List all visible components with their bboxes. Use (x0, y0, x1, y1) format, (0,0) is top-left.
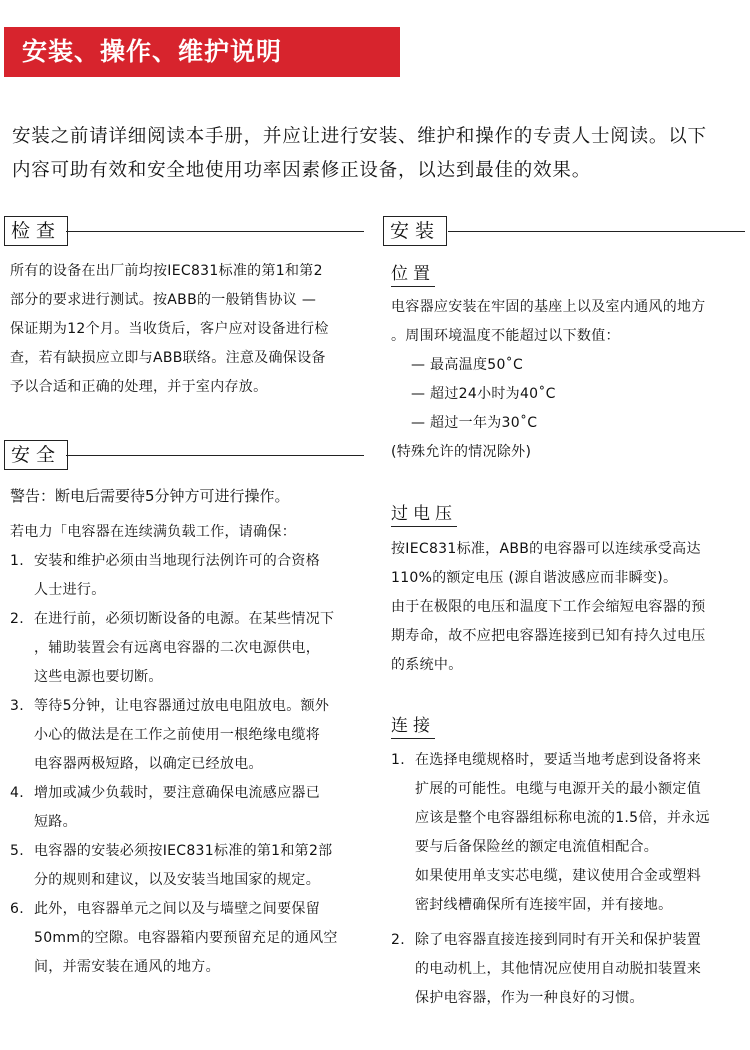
list-text: 电容器的安装必须按IEC831标准的第1和第2部 (34, 843, 333, 859)
list-number: 1. (10, 553, 24, 569)
intro-line: 内容可助有效和安全地使用功率因素修正设备，以达到最佳的效果。 (12, 160, 592, 181)
text-line: 查，若有缺损应立即与ABB联络。注意及确保设备 (10, 350, 326, 366)
text-line: 110%的额定电压 (源自谐波感应而非瞬变)。 (391, 570, 678, 586)
list-text: 增加或减少负载时，要注意确保电流感应器已 (34, 785, 320, 801)
subheading-label: 位置 (391, 264, 435, 287)
list-number: 2. (10, 611, 24, 627)
list-item (391, 926, 747, 955)
list-item (10, 895, 370, 924)
section-divider (448, 231, 745, 232)
list-text: 如果使用单支实芯电缆，建议使用合金或塑料 (415, 868, 701, 884)
text-line: 电容器应安装在牢固的基座上以及室内通风的地方 (391, 299, 706, 315)
connection-list (391, 746, 747, 1013)
limit-item: — 最高温度50˚C (411, 357, 524, 373)
list-item (10, 605, 370, 634)
limit-item: — 超过24小时为40˚C (411, 386, 556, 402)
text-line: 部分的要求进行测试。按ABB的一般销售协议 — (10, 292, 317, 308)
list-number: 6. (10, 901, 24, 917)
list-text: 短路。 (34, 814, 77, 830)
safety-lead: 若电力「电容器在连续满负载工作，请确保： (10, 524, 296, 540)
list-item (10, 837, 370, 866)
list-item (10, 692, 370, 721)
section-heading-inspection (4, 216, 364, 246)
position-text (391, 293, 747, 467)
subheading-overvoltage (391, 502, 457, 526)
list-text: 的电动机上，其他情况应使用自动脱扣装置来 (415, 961, 701, 977)
list-number: 3. (10, 698, 24, 714)
list-text: 在进行前，必须切断设备的电源。在某些情况下 (34, 611, 335, 627)
list-item (10, 547, 370, 576)
limit-item: — 超过一年为30˚C (411, 415, 538, 431)
intro-line: 安装之前请详细阅读本手册，并应让进行安装、维护和操作的专责人士阅读。以下 (12, 126, 707, 147)
list-text: 安装和维护必须由当地现行法例许可的合资格 (34, 553, 320, 569)
list-text: ，辅助装置会有远离电容器的二次电源供电， (34, 640, 320, 656)
section-divider (66, 231, 364, 232)
intro-paragraph (12, 120, 746, 188)
subheading-label: 过电压 (391, 504, 457, 527)
list-text: 电容器两极短路，以确定已经放电。 (34, 756, 263, 772)
list-item (391, 746, 747, 775)
section-heading-label: 检查 (4, 216, 68, 246)
list-text: 应该是整个电容器组标称电流的1.5倍，并永远 (415, 810, 710, 826)
list-text: 间，并需安装在通风的地方。 (34, 959, 220, 975)
overvoltage-text (391, 535, 747, 680)
list-text: 这些电源也要切断。 (34, 669, 163, 685)
section-heading-installation (383, 216, 745, 246)
list-text: 除了电容器直接连接到同时有开关和保护装置 (415, 932, 701, 948)
list-text: 50mm的空隙。电容器箱内要预留充足的通风空 (34, 930, 338, 946)
subheading-connection (391, 714, 435, 738)
list-text: 在选择电缆规格时，要适当地考虑到设备将来 (415, 752, 701, 768)
section-heading-label: 安装 (383, 216, 447, 246)
list-number: 5. (10, 843, 24, 859)
list-text: 等待5分钟，让电容器通过放电电阻放电。额外 (34, 698, 330, 714)
list-text: 密封线槽确保所有连接牢固，并有接地。 (415, 897, 673, 913)
list-text: 保护电容器，作为一种良好的习惯。 (415, 990, 644, 1006)
page-title: 安装、操作、维护说明 (4, 27, 400, 77)
list-text: 要与后备保险丝的额定电流值相配合。 (415, 839, 659, 855)
text-line: 期寿命，故不应把电容器连接到已知有持久过电压 (391, 628, 706, 644)
subheading-position (391, 262, 435, 286)
list-text: 分的规则和建议，以及安装当地国家的规定。 (34, 872, 320, 888)
list-text: 扩展的可能性。电缆与电源开关的最小额定值 (415, 781, 701, 797)
text-line: 按IEC831标准，ABB的电容器可以连续承受高达 (391, 541, 701, 557)
section-heading-safety (4, 440, 364, 470)
list-number: 4. (10, 785, 24, 801)
text-line: 的系统中。 (391, 657, 463, 673)
text-line: 由于在极限的电压和温度下工作会缩短电容器的预 (391, 599, 706, 615)
section-divider (66, 455, 364, 456)
list-text: 此外，电容器单元之间以及与墙壁之间要保留 (34, 901, 320, 917)
text-line: 予以合适和正确的处理，并于室内存放。 (10, 379, 268, 395)
list-text: 小心的做法是在工作之前使用一根绝缘电缆将 (34, 727, 320, 743)
list-number: 1. (391, 752, 405, 768)
safety-warning: 警告：断电后需要待5分钟方可进行操作。 (10, 487, 290, 505)
subheading-label: 连接 (391, 716, 435, 739)
text-line: 所有的设备在出厂前均按IEC831标准的第1和第2 (10, 263, 323, 279)
safety-list (10, 518, 370, 982)
text-line: 。周围环境温度不能超过以下数值： (391, 328, 620, 344)
list-item (10, 779, 370, 808)
list-number: 2. (391, 932, 405, 948)
list-text: 人士进行。 (34, 582, 106, 598)
section-heading-label: 安全 (4, 440, 68, 470)
inspection-text (10, 257, 370, 402)
text-line: 保证期为12个月。当收货后，客户应对设备进行检 (10, 321, 329, 337)
text-line: (特殊允许的情况除外) (391, 444, 532, 460)
